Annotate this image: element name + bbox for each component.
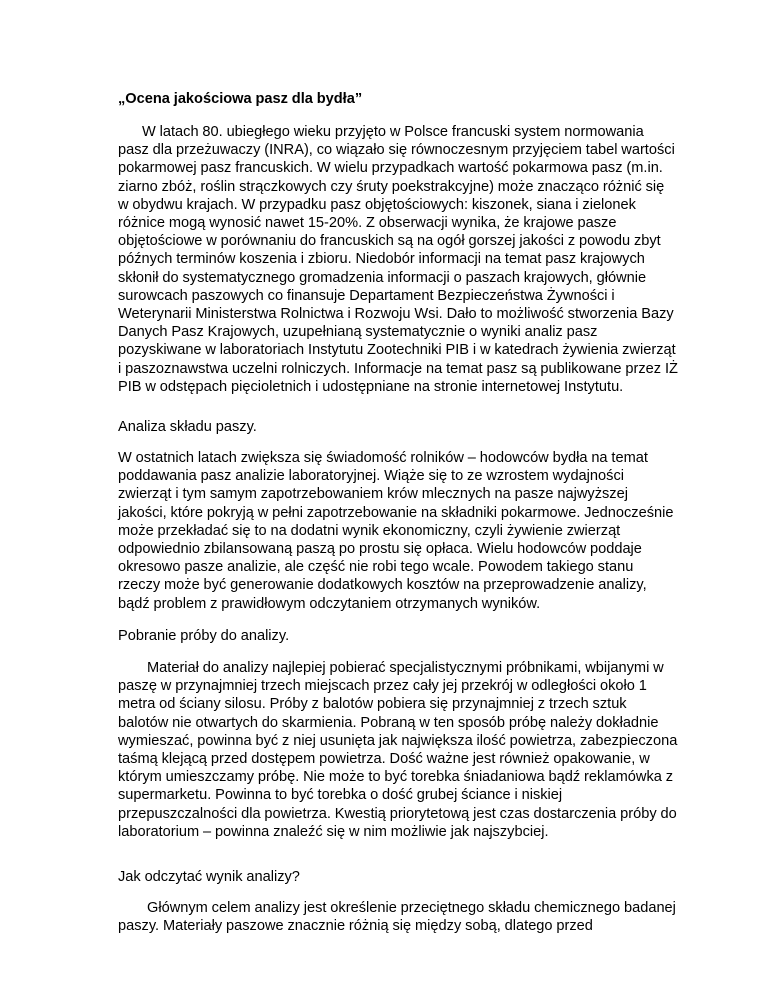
section-heading-sampling: Pobranie próby do analizy. xyxy=(118,628,290,644)
section-heading-reading-results: Jak odczytać wynik analizy? xyxy=(118,869,300,885)
section-heading-analysis: Analiza składu paszy. xyxy=(118,419,257,435)
section-paragraph-sampling: Materiał do analizy najlepiej pobierać specjalistycznymi próbnikami, wbijanymi w paszę w przynajmniej trzech miejscach przez cały jej przekrój w odległości około 1 metra od ściany silosu. Próby z balotów pobiera się przynajmniej z trzech sztuk balotów nie otwartych do skarmienia. Pobraną w ten sposób próbę należy dokładnie wymieszać, powinna być z niej usunięta jak największa ilość powietrza, zabezpieczona taśmą klejącą przed dostępem powietrza. Dość ważne jest również opakowanie, w którym umieszczamy próbę. Nie może to być torebka śniadaniowa bądź reklamówka z supermarketu. Powinna to być torebka o dość grubej ściance i niskiej przepuszczalności dla powietrza. Kwestią priorytetową jest czas dostarczenia próby do laboratorium – powinna znaleźć się w nim możliwie jak najszybciej. xyxy=(118,660,678,840)
section-paragraph-analysis: W ostatnich latach zwiększa się świadomość rolników – hodowców bydła na temat poddawania pasz analizie laboratoryjnej. Wiąże się to ze wzrostem wydajności zwierząt i tym samym zapotrzebowaniem krów mlecznych na pasze najwyższej jakości, które pokryją w pełni zapotrzebowanie na składniki pokarmowe. Jednocześnie może przekładać się to na dodatni wynik ekonomiczny, czyli żywienie zwierząt odpowiednio zbilansowaną paszą po prostu się opłaca. Wielu hodowców poddaje okresowo pasze analizie, ale część nie robi tego wcale. Powodem takiego stanu rzeczy może być generowanie dodatkowych kosztów na przeprowadzenie analizy, bądź problem z prawidłowym odczytaniem otrzymanych wyników. xyxy=(118,450,674,612)
document-title: „Ocena jakościowa pasz dla bydła” xyxy=(118,91,363,107)
section-paragraph-reading-results: Głównym celem analizy jest określenie przeciętnego składu chemicznego badanej paszy. Materiały paszowe znacznie różnią się między sobą, dlatego przed xyxy=(118,900,676,935)
intro-paragraph: W latach 80. ubiegłego wieku przyjęto w Polsce francuski system normowania pasz dla przeżuwaczy (INRA), co wiązało się równoczesnym przyjęciem tabel wartości pokarmowej pasz francuskich. W wielu przypadkach wartość pokarmowa pasz (m.in. ziarno zbóż, roślin strączkowych czy śruty poekstrakcyjne) może znacząco różnić się w obydwu krajach. W przypadku pasz objętościowych: kiszonek, siana i zielonek różnice mogą wynosić nawet 15-20%. Z obserwacji wynika, że krajowe pasze objętościowe w porównaniu do francuskich są na ogół gorszej jakości z powodu zbyt późnych terminów koszenia i zbioru. Niedobór informacji na temat pasz krajowych skłonił do systematycznego gromadzenia informacji o paszach krajowych, głównie surowcach paszowych co finansuje Departament Bezpieczeństwa Żywności i Weterynarii Ministerstwa Rolnictwa i Rozwoju Wsi. Dało to możliwość stworzenia Bazy Danych Pasz Krajowych, uzupełnianą systematycznie o wyniki analiz pasz pozyskiwane w laboratoriach Instytutu Zootechniki PIB i w katedrach żywienia zwierząt i paszoznawstwa uczelni rolniczych. Informacje na temat pasz są publikowane przez IŻ PIB w odstępach pięcioletnich i udostępniane na stronie internetowej Instytutu. xyxy=(118,124,678,395)
